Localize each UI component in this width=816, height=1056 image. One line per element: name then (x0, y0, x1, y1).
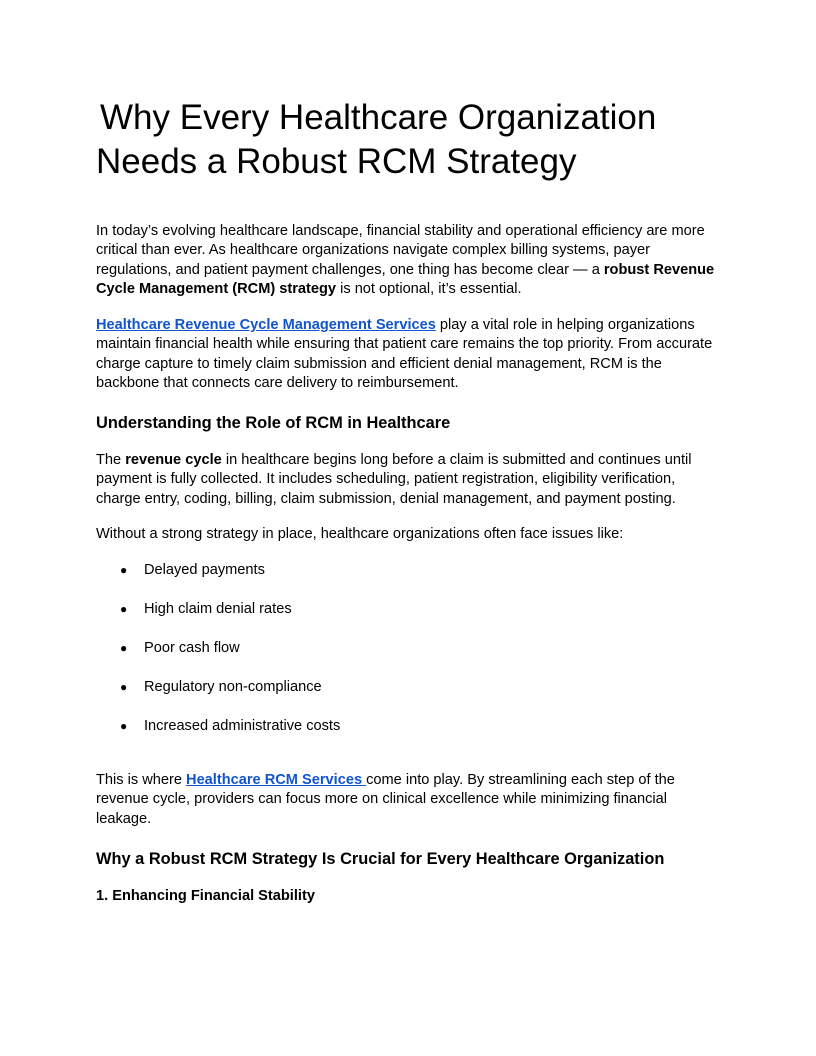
page-title (96, 96, 736, 184)
intro-bold-text: robust Revenue Cycle Management (RCM) strategy (96, 261, 715, 298)
rcm-services-paragraph-text: play a vital role in helping organizations maintain financial health while ensuring that patient care remains the top priority. From accurate charge capture to timely claim submission and efficient denial management, RCM is the backbone that connects care delivery to reimbursement. (96, 317, 713, 392)
subheading-financial-stability: 1. Enhancing Financial Stability (96, 888, 315, 904)
issues-intro-paragraph: Without a strong strategy in place, healthcare organizations often face issues like: (96, 526, 624, 542)
list-item-text: Regulatory non-compliance (144, 679, 322, 695)
page-title-line-2: Needs a Robust RCM Strategy (96, 142, 577, 181)
bullet-dot-icon: ● (120, 563, 128, 577)
page-title-line-1: Why Every Healthcare Organization (100, 98, 657, 137)
rcm-play-text: come into play. By streamlining each step of the revenue cycle, providers can focus more on clinical excellence while minimizing financial leakage. (96, 772, 675, 827)
revenue-cycle-paragraph (96, 451, 720, 509)
list-item-text: High claim denial rates (144, 601, 292, 617)
list-item-text: Poor cash flow (144, 640, 240, 656)
rcm-services-play-paragraph (96, 771, 720, 829)
revenue-cycle-text: in healthcare begins long before a claim is submitted and continues until payment is fully collected. It includes scheduling, patient registration, eligibility verification, charge entry, coding, billing, claim submission, denial management, and payment posting. (96, 452, 692, 507)
bullet-dot-icon: ● (120, 602, 128, 616)
intro-text: In today’s evolving healthcare landscape, financial stability and operational efficiency are more critical than ever. As healthcare organizations navigate complex billing systems, payer regulations, and patient payment challenges, one thing has become clear — a (96, 223, 705, 278)
bullet-dot-icon: ● (120, 719, 128, 733)
intro-paragraph (96, 222, 720, 300)
intro-tail-text: is not optional, it’s essential. (336, 281, 522, 298)
list-item-text: Delayed payments (144, 562, 265, 578)
list-item-text: Increased administrative costs (144, 718, 341, 734)
section-heading-role-of-rcm: Understanding the Role of RCM in Healthcare (96, 414, 451, 432)
healthcare-rcm-management-services-link[interactable]: Healthcare Revenue Cycle Management Services (96, 317, 436, 333)
revenue-cycle-lead: The (96, 452, 126, 468)
bullet-dot-icon: ● (120, 641, 128, 655)
healthcare-rcm-services-link[interactable]: Healthcare RCM Services (186, 772, 367, 788)
section-heading-why-robust-rcm: Why a Robust RCM Strategy Is Crucial for Every Healthcare Organization (96, 850, 665, 868)
bullet-dot-icon: ● (120, 680, 128, 694)
revenue-cycle-bold: revenue cycle (125, 452, 222, 468)
rcm-play-lead: This is where (96, 772, 187, 788)
rcm-services-paragraph (96, 316, 720, 394)
